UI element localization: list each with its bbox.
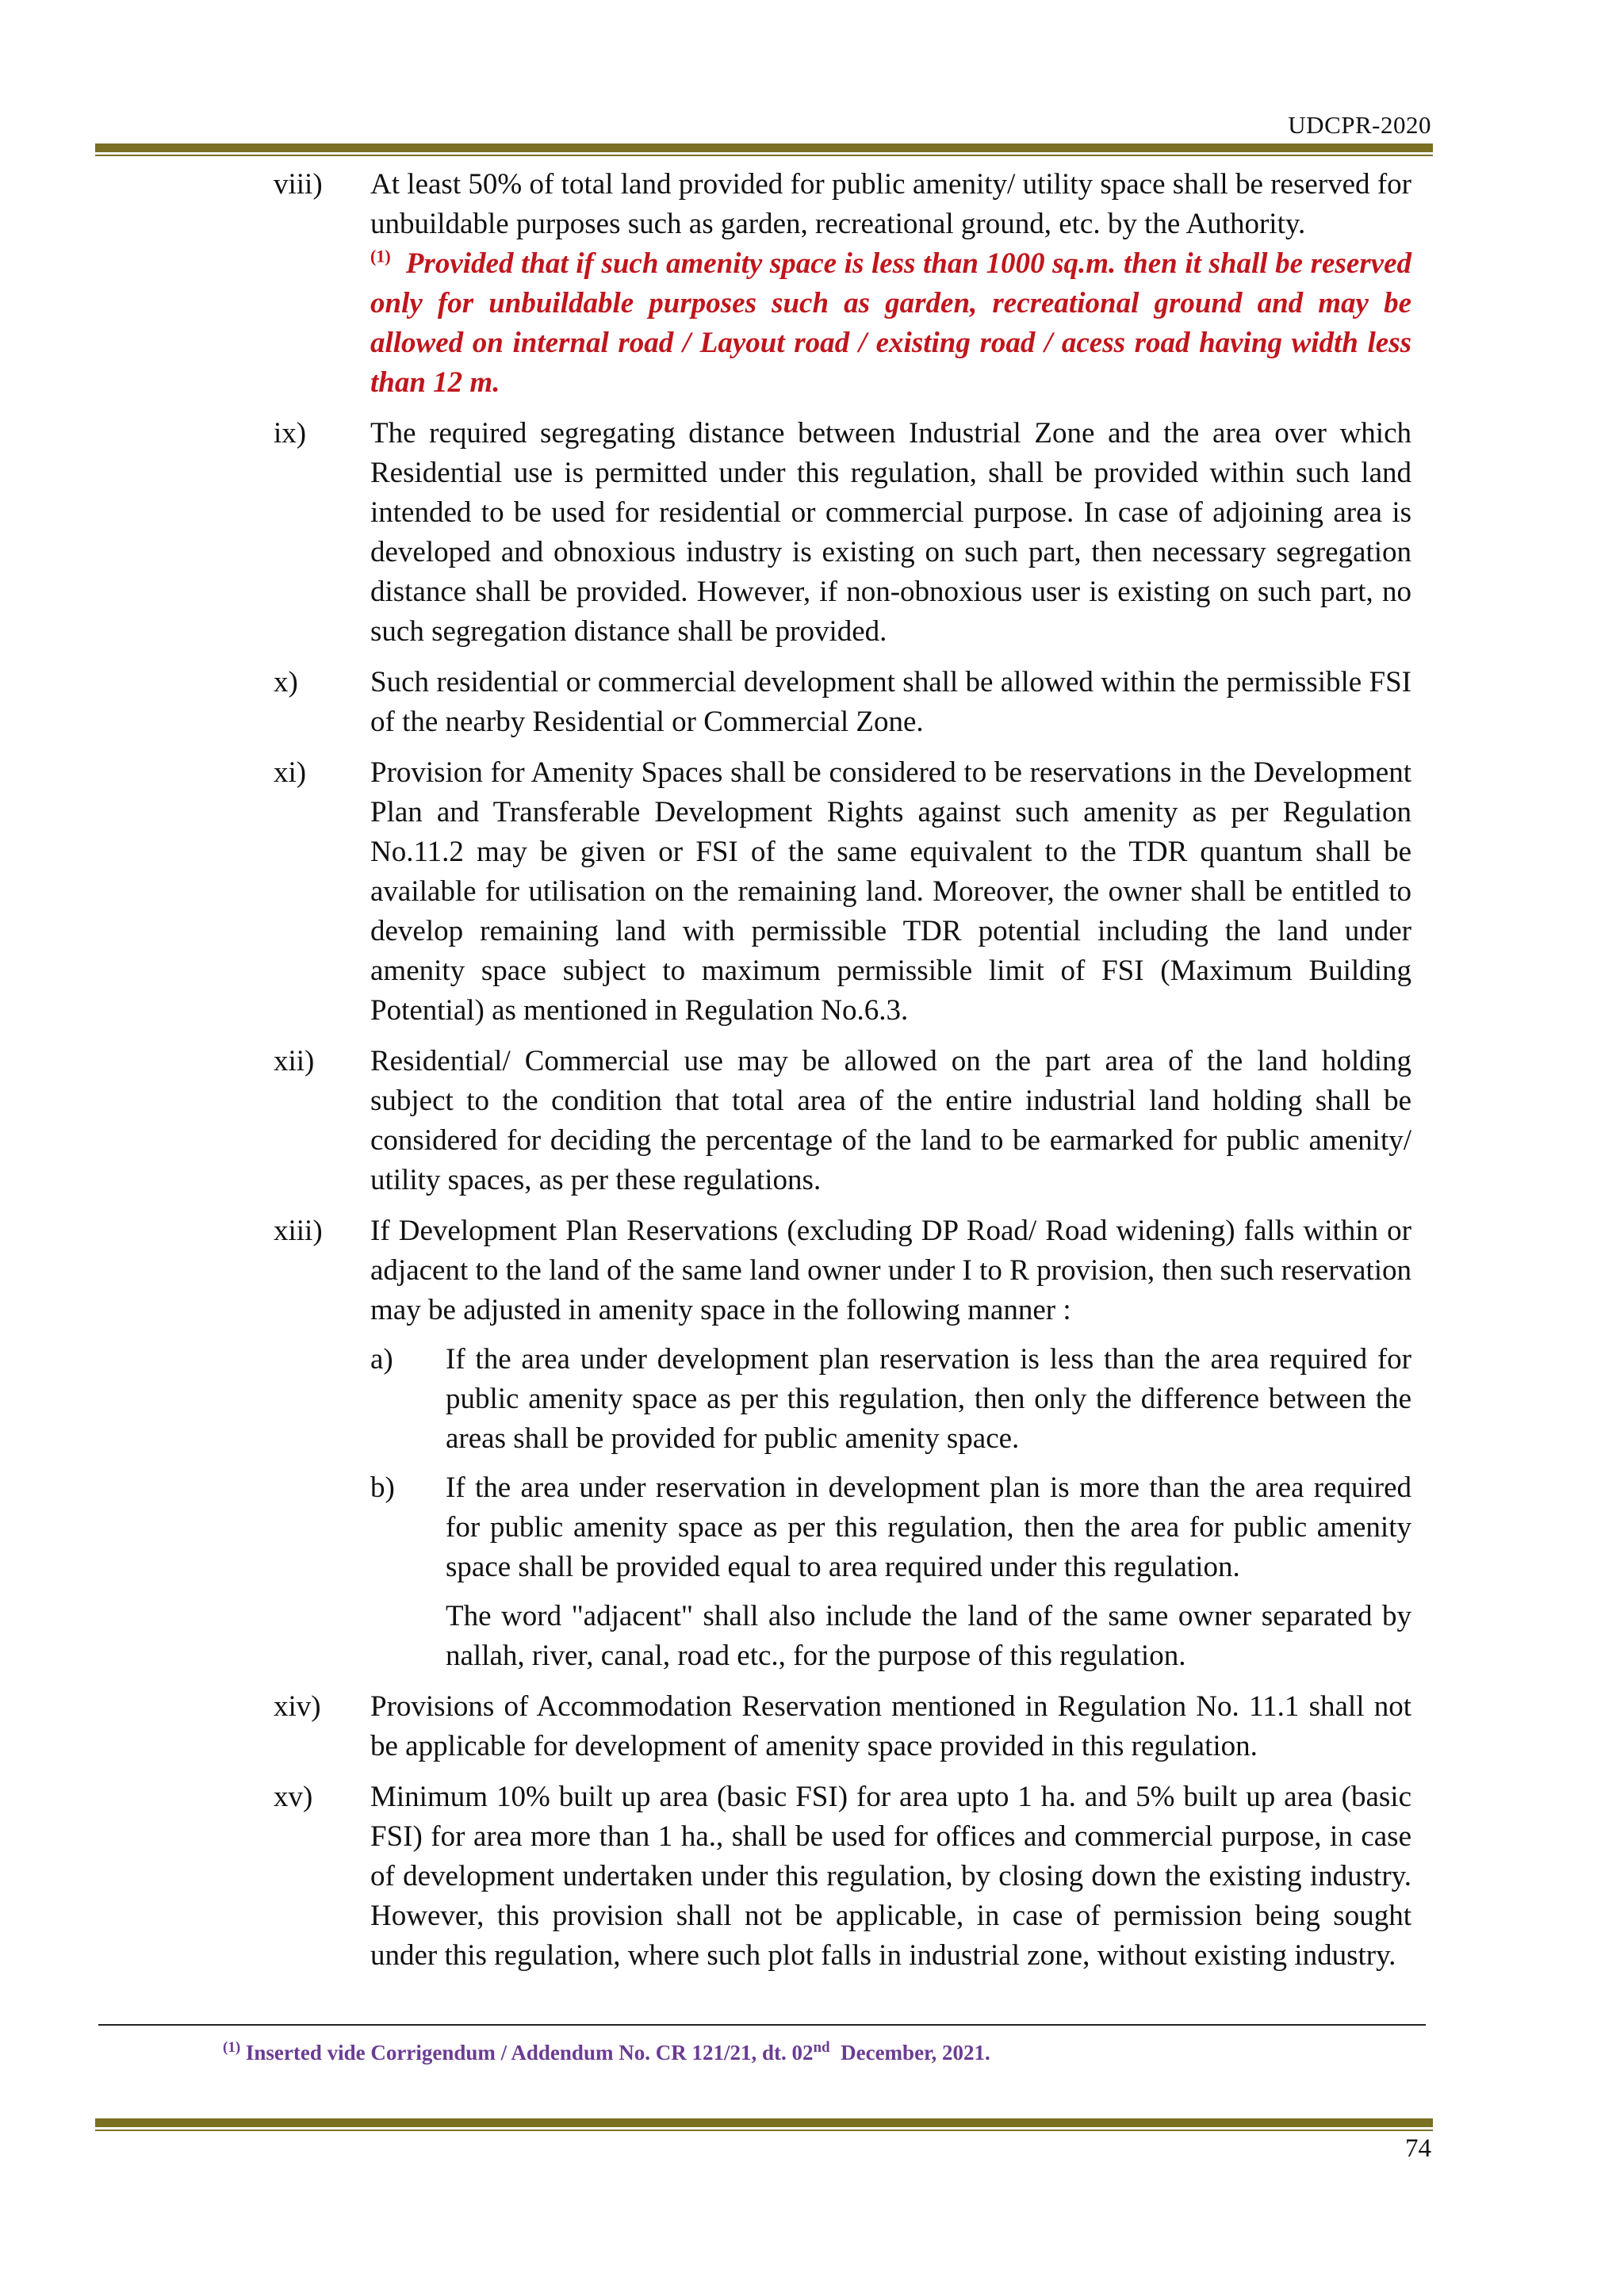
- footnote-divider: [98, 2024, 1426, 2026]
- clause-number: xiii): [274, 1215, 323, 1247]
- header-rule-thick: [95, 144, 1433, 152]
- footnote-reference-marker: (1): [223, 2039, 241, 2056]
- clause-xiv: [274, 1687, 1411, 1766]
- clause-x: [274, 663, 1411, 742]
- footnote-date: December, 2021.: [829, 2041, 990, 2064]
- main-content: [274, 165, 1411, 1987]
- clause-number: xii): [274, 1045, 315, 1077]
- clause-text: Minimum 10% built up area (basic FSI) for area upto 1 ha. and 5% built up area (basic FSI) for area more than 1 ha., shall be used for offices and commercial purpose, in case of development undertaken under this regulation, by closing down the existing industry. However, this provision shall not be applicable, in case of permission being sought under this regulation, where such plot falls in industrial zone, without existing industry.: [370, 1781, 1411, 1972]
- footer-rule-thick: [95, 2118, 1433, 2127]
- clause-text: Residential/ Commercial use may be allowed on the part area of the land holding subject to the condition that total area of the entire industrial land holding shall be considered for deciding the percentage of the land to be earmarked for public amenity/ utility spaces, as per these regulations.: [370, 1045, 1411, 1196]
- clause-xii: [274, 1042, 1411, 1200]
- footnote-ordinal-suffix: nd: [813, 2039, 830, 2056]
- clause-number: xi): [274, 756, 307, 789]
- footer-rule-thin: [95, 2130, 1433, 2131]
- clause-text: At least 50% of total land provided for public amenity/ utility space shall be reserved for unbuildable purposes such as garden, recreational ground, etc. by the Authority.: [370, 168, 1411, 240]
- reference-marker: (1): [370, 246, 391, 266]
- clause-xv: [274, 1777, 1411, 1976]
- clause-xi: [274, 753, 1411, 1031]
- clause-text: The required segregating distance between Industrial Zone and the area over which Residential use is permitted under this regulation, shall be provided within such land intended to be used for residential or commercial purpose. In case of adjoining area is developed and obnoxious industry is existing on such part, then necessary segregation distance shall be provided. However, if non-obnoxious user is existing on such part, no such segregation distance shall be provided.: [370, 417, 1411, 648]
- sub-clause-b: [370, 1468, 1411, 1587]
- clause-text: Provision for Amenity Spaces shall be considered to be reservations in the Development Plan and Transferable Development Rights against such amenity as per Regulation No.11.2 may be given or FSI of the same equivalent to the TDR quantum shall be available for utilisation on the remaining land. Moreover, the owner shall be entitled to develop remaining land with permissible TDR potential including the land under amenity space subject to maximum permissible limit of FSI (Maximum Building Potential) as mentioned in Regulation No.6.3.: [370, 756, 1411, 1027]
- clause-number: viii): [274, 168, 323, 201]
- sub-clause-a: [370, 1340, 1411, 1459]
- clause-text: Such residential or commercial development shall be allowed within the permissible FSI of the nearby Residential or Commercial Zone.: [370, 666, 1411, 738]
- page-number: 74: [1405, 2134, 1431, 2163]
- sub-clause-text: If the area under reservation in development plan is more than the area required for public amenity space as per this regulation, then the area for public amenity space shall be provided equal to area required under this regulation.: [446, 1471, 1411, 1583]
- inserted-proviso-text: Provided that if such amenity space is less than 1000 sq.m. then it shall be reserved only for unbuildable purposes such as garden, recreational ground and may be allowed on internal road / Layout road / existing road / acess road having width less than 12 m.: [370, 247, 1411, 399]
- clause-number: xiv): [274, 1690, 321, 1723]
- clause-viii: [274, 165, 1411, 403]
- clause-xiii: [274, 1211, 1411, 1676]
- clause-ix: [274, 414, 1411, 652]
- clause-number: ix): [274, 417, 307, 450]
- clause-text: If Development Plan Reservations (excluding DP Road/ Road widening) falls within or adjacent to the land of the same land owner under I to R provision, then such reservation may be adjusted in amenity space in the following manner :: [370, 1215, 1411, 1326]
- footnote-text: Inserted vide Corrigendum / Addendum No. CR 121/21, dt. 02: [245, 2041, 814, 2064]
- header-rule-thin: [95, 155, 1433, 156]
- document-header-title: UDCPR-2020: [1288, 111, 1431, 139]
- footnote: [223, 2041, 990, 2065]
- sub-clause-number: a): [370, 1343, 393, 1376]
- sub-clause-text: If the area under development plan reservation is less than the area required for public amenity space as per this regulation, then only the difference between the areas shall be provided for public amenity space.: [446, 1343, 1411, 1455]
- clause-number: xv): [274, 1781, 313, 1813]
- clause-number: x): [274, 666, 298, 698]
- clause-text: Provisions of Accommodation Reservation mentioned in Regulation No. 11.1 shall not be applicable for development of amenity space provided in this regulation.: [370, 1690, 1411, 1762]
- sub-clause-number: b): [370, 1471, 395, 1504]
- clause-note: The word "adjacent" shall also include the land of the same owner separated by nallah, river, canal, road etc., for the purpose of this regulation.: [446, 1600, 1411, 1672]
